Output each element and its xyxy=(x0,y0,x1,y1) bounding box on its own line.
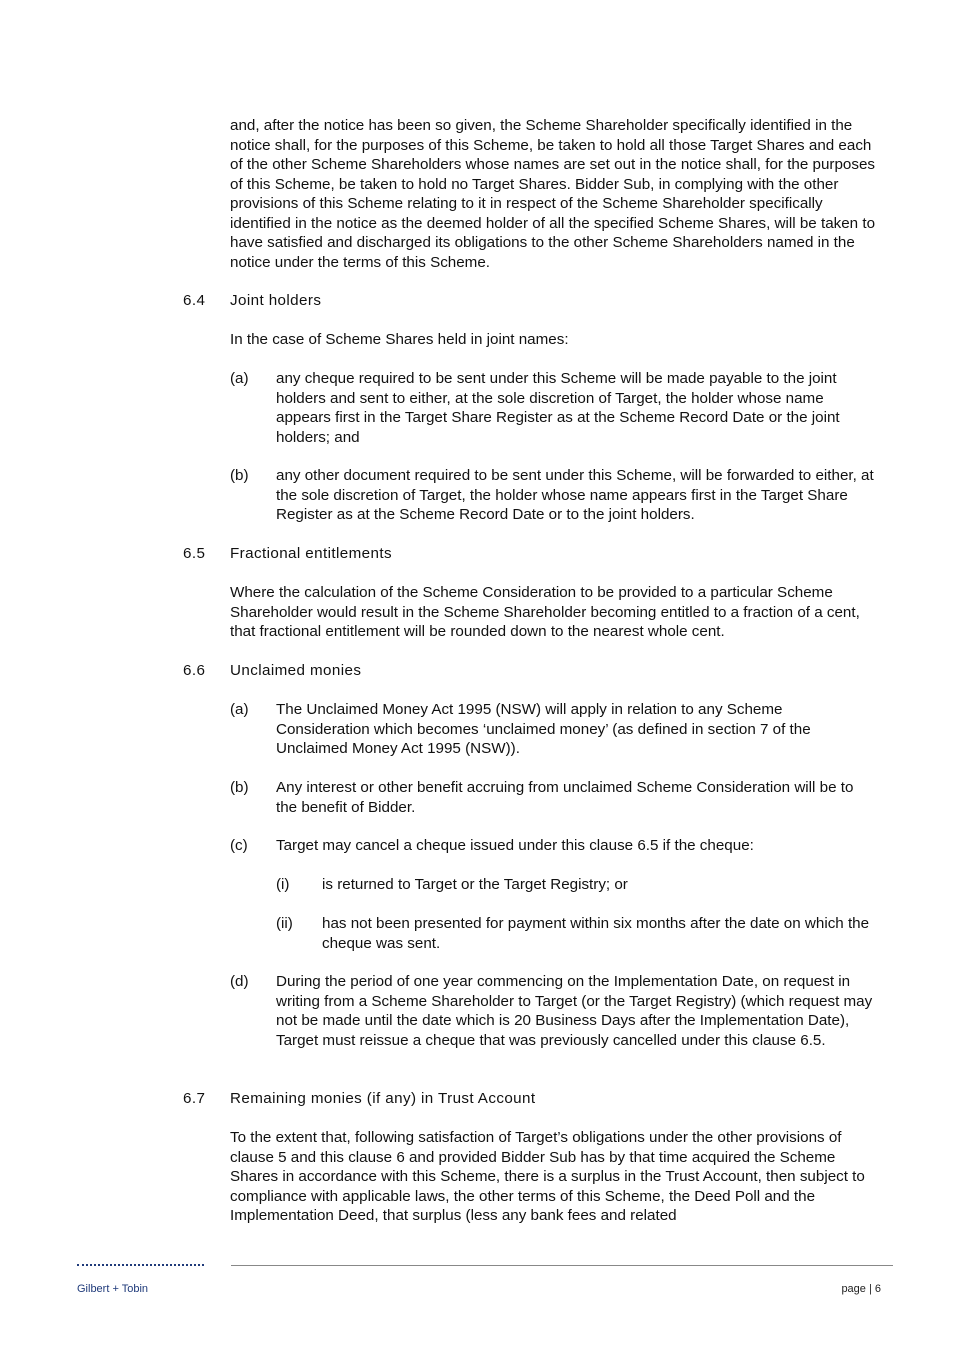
section-6-5-number: 6.5 xyxy=(183,545,206,562)
list-item-label: (a) xyxy=(230,701,249,718)
page-number: page | 6 xyxy=(841,1283,881,1295)
sub-list-item-label: (i) xyxy=(276,876,290,893)
section-6-6-title: Unclaimed monies xyxy=(230,662,362,679)
list-item-text: any other document required to be sent under this Scheme, will be forwarded to either, at the sole discretion of Target, the holder whose name appears first in the Target Share Register as at the Scheme Record Date or to the joint holders. xyxy=(276,467,874,523)
list-item-text: The Unclaimed Money Act 1995 (NSW) will apply in relation to any Scheme Consideration which becomes ‘unclaimed money’ (as defined in section 7 of the Unclaimed Money Act 1995 (NSW)). xyxy=(276,701,811,757)
footer-rule xyxy=(231,1265,893,1266)
list-item-label: (a) xyxy=(230,370,249,387)
list-item-text: During the period of one year commencing on the Implementation Date, on request in writing from a Scheme Shareholder to Target (or the Target Registry) (which request may not be made until the date which is 20 Business Days after the Implementation Date), Target must reissue a cheque that was previously cancelled under this clause 6.5. xyxy=(276,973,873,1049)
list-item-label: (c) xyxy=(230,837,248,854)
sub-list-item-text: is returned to Target or the Target Registry; or xyxy=(322,876,628,893)
list-item-text: Any interest or other benefit accruing from unclaimed Scheme Consideration will be to the benefit of Bidder. xyxy=(276,779,854,816)
section-6-4-number: 6.4 xyxy=(183,292,206,309)
section-6-7-number: 6.7 xyxy=(183,1090,206,1107)
footer-firm-name: Gilbert + Tobin xyxy=(77,1283,149,1295)
list-item-label: (d) xyxy=(230,973,249,990)
footer-dotted-rule xyxy=(77,1264,204,1266)
section-6-4-title: Joint holders xyxy=(230,292,322,309)
section-6-4-lead: In the case of Scheme Shares held in joint names: xyxy=(230,331,569,348)
sub-list-item-text: has not been presented for payment within six months after the date on which the cheque was sent. xyxy=(322,915,870,952)
list-item-label: (b) xyxy=(230,779,249,796)
intro-paragraph: and, after the notice has been so given, the Scheme Shareholder specifically identified in the notice shall, for the purposes of this Scheme, be taken to hold all those Target Shares and each of the other Scheme Shareholders whose names are set out in the notice shall, for the purposes of this Scheme, be taken to hold no Target Shares. Bidder Sub, in complying with the other provisions of this Scheme relating to it in respect of the Scheme Shareholder specifically identified in the notice as the deemed holder of all the specified Scheme Shares, will be taken to have satisfied and discharged its obligations to the other Scheme Shareholders named in the notice under the terms of this Scheme. xyxy=(230,117,876,271)
section-6-6-number: 6.6 xyxy=(183,662,206,679)
sub-list-item-label: (ii) xyxy=(276,915,293,932)
list-item-label: (b) xyxy=(230,467,249,484)
section-6-7-body: To the extent that, following satisfaction of Target’s obligations under the other provisions of clause 5 and this clause 6 and provided Bidder Sub has by that time acquired the Scheme Shares in accordance with this Scheme, there is a surplus in the Trust Account, then subject to compliance with applicable laws, the other terms of this Scheme, the Deed Poll and the Implementation Deed, that surplus (less any bank fees and related xyxy=(230,1129,865,1224)
section-6-7-title: Remaining monies (if any) in Trust Account xyxy=(230,1090,536,1107)
list-item-text: Target may cancel a cheque issued under this clause 6.5 if the cheque: xyxy=(276,837,754,854)
section-6-5-body: Where the calculation of the Scheme Consideration to be provided to a particular Scheme Shareholder would result in the Scheme Shareholder becoming entitled to a fraction of a cent, that fractional entitlement will be rounded down to the nearest whole cent. xyxy=(230,584,860,640)
section-6-5-title: Fractional entitlements xyxy=(230,545,392,562)
list-item-text: any cheque required to be sent under this Scheme will be made payable to the joint holders and sent to either, at the sole discretion of Target, the holder whose name appears first in the Target Share Register as at the Scheme Record Date or the joint holders; and xyxy=(276,370,840,446)
